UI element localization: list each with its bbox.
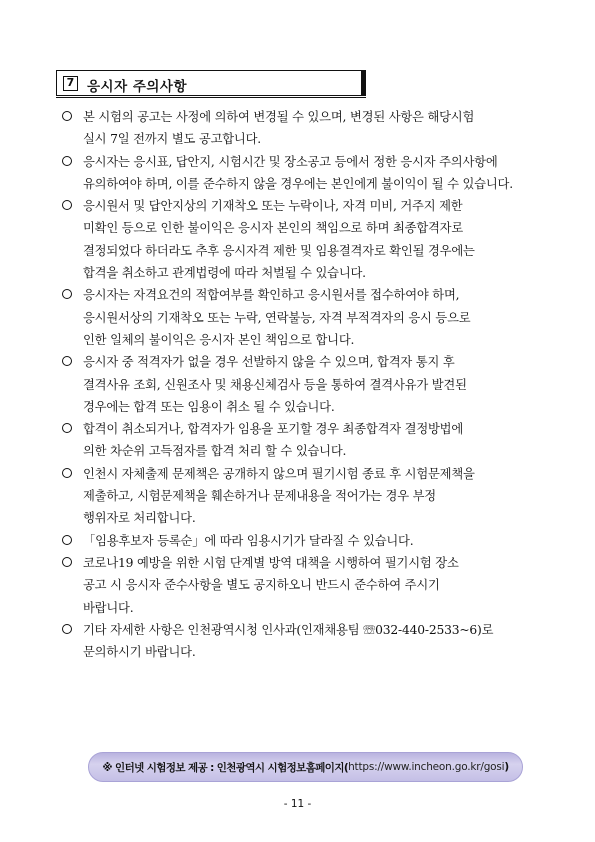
list-item bbox=[60, 418, 555, 463]
item-text-line: 유의하여야 하며, 이를 준수하지 않을 경우에는 본인에게 불이익이 될 수 있습니다. bbox=[83, 176, 513, 191]
item-text-line: 미확인 등으로 인한 불이익은 응시자 본인의 책임으로 하며 최종합격자로 bbox=[83, 221, 464, 236]
item-text-line: 공고 시 응시자 준수사항을 별도 공지하오니 반드시 준수하여 주시기 bbox=[83, 578, 440, 593]
footer-info-banner bbox=[88, 752, 523, 782]
item-text-line: 응시원서 및 답안지상의 기재착오 또는 누락이나, 자격 미비, 거주지 제한 bbox=[83, 199, 463, 214]
circle-bullet-icon bbox=[62, 156, 72, 166]
footer-note: ※ 인터넷 시험정보 제공 : 인천광역시 시험정보홈페이지( bbox=[102, 761, 349, 774]
circle-bullet-icon bbox=[62, 200, 72, 210]
item-text-line: 실시 7일 전까지 별도 공고합니다. bbox=[83, 132, 261, 147]
item-text-line: 행위자로 처리합니다. bbox=[83, 511, 196, 526]
item-text-line: 의한 차순위 고득점자를 합격 처리 할 수 있습니다. bbox=[83, 444, 347, 459]
footer-close-paren: ) bbox=[504, 761, 509, 773]
item-text-line: 인천시 자체출제 문제책은 공개하지 않으며 필기시험 종료 후 시험문제책을 bbox=[83, 466, 475, 481]
section-header bbox=[56, 70, 362, 96]
list-item bbox=[60, 530, 555, 552]
item-text-line: 합격이 취소되거나, 합격자가 임용을 포기할 경우 최종합격자 결정방법에 bbox=[83, 422, 464, 437]
circle-bullet-icon bbox=[62, 557, 72, 567]
circle-bullet-icon bbox=[62, 468, 72, 478]
list-item bbox=[60, 463, 555, 530]
item-text-line: 응시원서상의 기재착오 또는 누락, 연락불능, 자격 부적격자의 응시 등으로 bbox=[83, 310, 471, 325]
item-text-line: 합격을 취소하고 관계법령에 따라 처벌될 수 있습니다. bbox=[83, 266, 366, 281]
item-text-line: 응시자는 응시표, 답안지, 시험시간 및 장소공고 등에서 정한 응시자 주의사항에 bbox=[83, 154, 498, 169]
circle-bullet-icon bbox=[62, 111, 72, 121]
circle-bullet-icon bbox=[62, 423, 72, 433]
notice-list bbox=[60, 106, 555, 663]
page-number: - 11 - bbox=[283, 798, 312, 810]
list-item bbox=[60, 351, 555, 418]
item-text-line: 응시자 중 적격자가 없을 경우 선발하지 않을 수 있으며, 합격자 통지 후 bbox=[83, 355, 455, 370]
header-underline bbox=[56, 97, 366, 98]
item-text-line: 바랍니다. bbox=[83, 600, 134, 615]
list-item bbox=[60, 195, 555, 284]
item-text-line: 문의하시기 바랍니다. bbox=[83, 645, 196, 660]
item-text-line: 경우에는 합격 또는 임용이 취소 될 수 있습니다. bbox=[83, 399, 335, 414]
header-accent-bar bbox=[361, 70, 366, 96]
section-number-box: 7 bbox=[63, 76, 78, 91]
list-item bbox=[60, 552, 555, 619]
list-item bbox=[60, 619, 555, 664]
item-text-line: 결정되었다 하더라도 추후 응시자격 제한 및 임용결격자로 확인될 경우에는 bbox=[83, 243, 475, 258]
item-text-line: 코로나19 예방을 위한 시험 단계별 방역 대책을 시행하여 필기시험 장소 bbox=[83, 555, 459, 570]
item-text-line: 기타 자세한 사항은 인천광역시청 인사과(인재채용팀 ☏032-440-2533~6)로 bbox=[83, 622, 494, 637]
item-text-line: 응시자는 자격요건의 적합여부를 확인하고 응시원서를 접수하여야 하며, bbox=[83, 288, 460, 303]
footer-url-link[interactable]: https://www.incheon.go.kr/gosi bbox=[348, 761, 505, 773]
circle-bullet-icon bbox=[62, 624, 72, 634]
circle-bullet-icon bbox=[62, 356, 72, 366]
item-text-line: 결격사유 조회, 신원조사 및 채용신체검사 등을 통하여 결격사유가 발견된 bbox=[83, 377, 467, 392]
list-item bbox=[60, 284, 555, 351]
list-item bbox=[60, 106, 555, 151]
circle-bullet-icon bbox=[62, 289, 72, 299]
item-text-line: 인한 일체의 불이익은 응시자 본인 책임으로 합니다. bbox=[83, 332, 355, 347]
circle-bullet-icon bbox=[62, 535, 72, 545]
item-text-line: 제출하고, 시험문제책을 훼손하거나 문제내용을 적어가는 경우 부정 bbox=[83, 489, 436, 504]
item-text-line: 「임용후보자 등록순」에 따라 임용시기가 달라질 수 있습니다. bbox=[83, 533, 414, 548]
item-text-line: 본 시험의 공고는 사정에 의하여 변경될 수 있으며, 변경된 사항은 해당시험 bbox=[83, 110, 475, 124]
section-title: 응시자 주의사항 bbox=[87, 79, 187, 95]
list-item bbox=[60, 151, 555, 196]
